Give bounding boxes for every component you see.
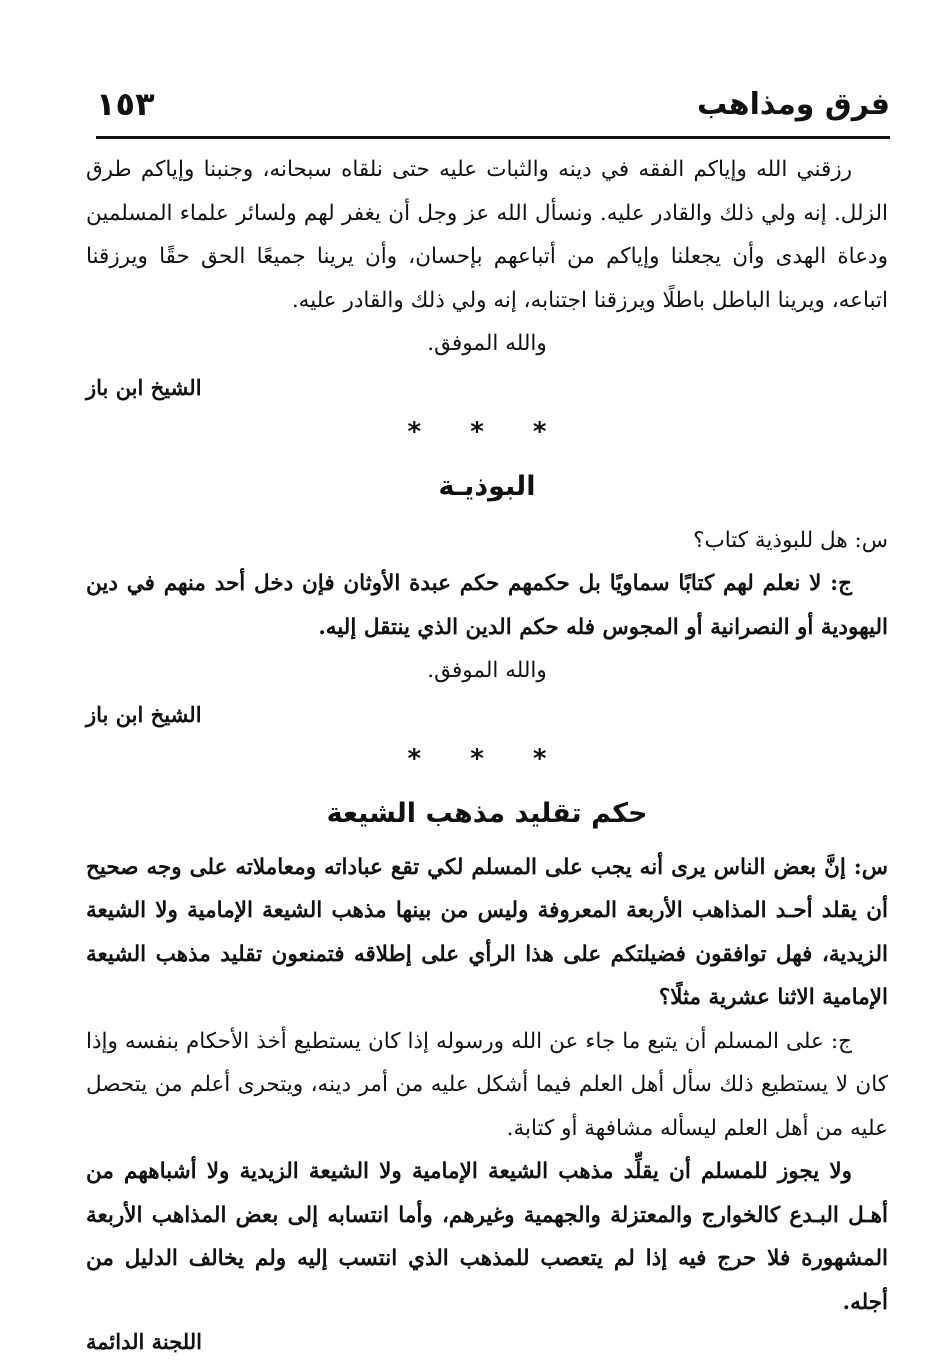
section2-signature: الشيخ ابن باز	[86, 701, 202, 727]
section2-answer: ج: لا نعلم لهم كتابًا سماويًا بل حكمهم حكم عبدة الأوثان فإن دخل أحد منهم في دين اليهودية أو النصرانية أو المجوس فله حكم الدين الذي ينتقل إليه.	[86, 571, 888, 640]
section1-signature: الشيخ ابن باز	[86, 374, 202, 400]
separator-stars-2: * * *	[407, 743, 567, 774]
page-number: ١٥٣	[96, 85, 155, 123]
section2-closing: والله الموفق.	[427, 658, 547, 683]
header-divider	[96, 136, 890, 139]
page-header	[96, 78, 890, 130]
running-title: فرق ومذاهب	[697, 86, 890, 122]
section3-title: حكم تقليد مذهب الشيعة	[326, 797, 648, 829]
section1-paragraph: رزقني الله وإياكم الفقه في دينه والثبات عليه حتى نلقاه سبحانه، وجنبنا وإياكم طرق الزلل. إنه ولي ذلك والقادر عليه. ونسأل الله عز وجل أن يغفر لهم ولسائر علماء المسلمين ودعاة الهدى وأن يجعلنا وإياكم من أتباعهم بإحسان، وأن يرينا جميعًا الحق حقًا ويرزقنا اتباعه، ويرينا الباطل باطلًا ويرزقنا اجتنابه، إنه ولي ذلك والقادر عليه.	[86, 157, 888, 313]
section1-closing: والله الموفق.	[427, 331, 547, 356]
section3-question: س: إنَّ بعض الناس يرى أنه يجب على المسلم لكي تقع عباداته ومعاملاته على وجه صحيح أن يقلد أحـد المذاهب الأربعة المعروفة وليس من بينها مذهب الشيعة الإمامية ولا الشيعة الزيدية، فهل توافقون فضيلتكم على هذا الرأي على إطلاقه فتمنعون تقليد مذهب الشيعة الإمامية الاثنا عشرية مثلًا؟	[86, 854, 888, 1010]
section2-question: س: هل للبوذية كتاب؟	[693, 527, 888, 553]
section3-ruling: ولا يجوز للمسلم أن يقلِّد مذهب الشيعة الإمامية ولا الشيعة الزيدية ولا أشباههم من أهـل البـدع كالخوارج والمعتزلة والجهمية وغيرهم، وأما انتسابه إلى بعض المذاهب الأربعة المشهورة فلا حرج فيه إذا لم يتعصب للمذهب الذي انتسب إليه ولم يخالف الدليل من أجله.	[86, 1159, 888, 1315]
page-body	[86, 148, 888, 1360]
section3-signature: اللجنة الدائمة	[86, 1329, 202, 1354]
section3-answer: ج: على المسلم أن يتبع ما جاء عن الله ورسوله إذا كان يستطيع أخذ الأحكام بنفسه وإذا كان لا يستطيع ذلك سأل أهل العلم فيما أشكل عليه من أمر دينه، ويتحرى أعلم من يتحصل عليه من أهل العلم ليسأله مشافهة أو كتابة.	[86, 1028, 888, 1141]
separator-stars-1: * * *	[407, 416, 567, 447]
section2-title: البوذيـة	[438, 470, 536, 502]
